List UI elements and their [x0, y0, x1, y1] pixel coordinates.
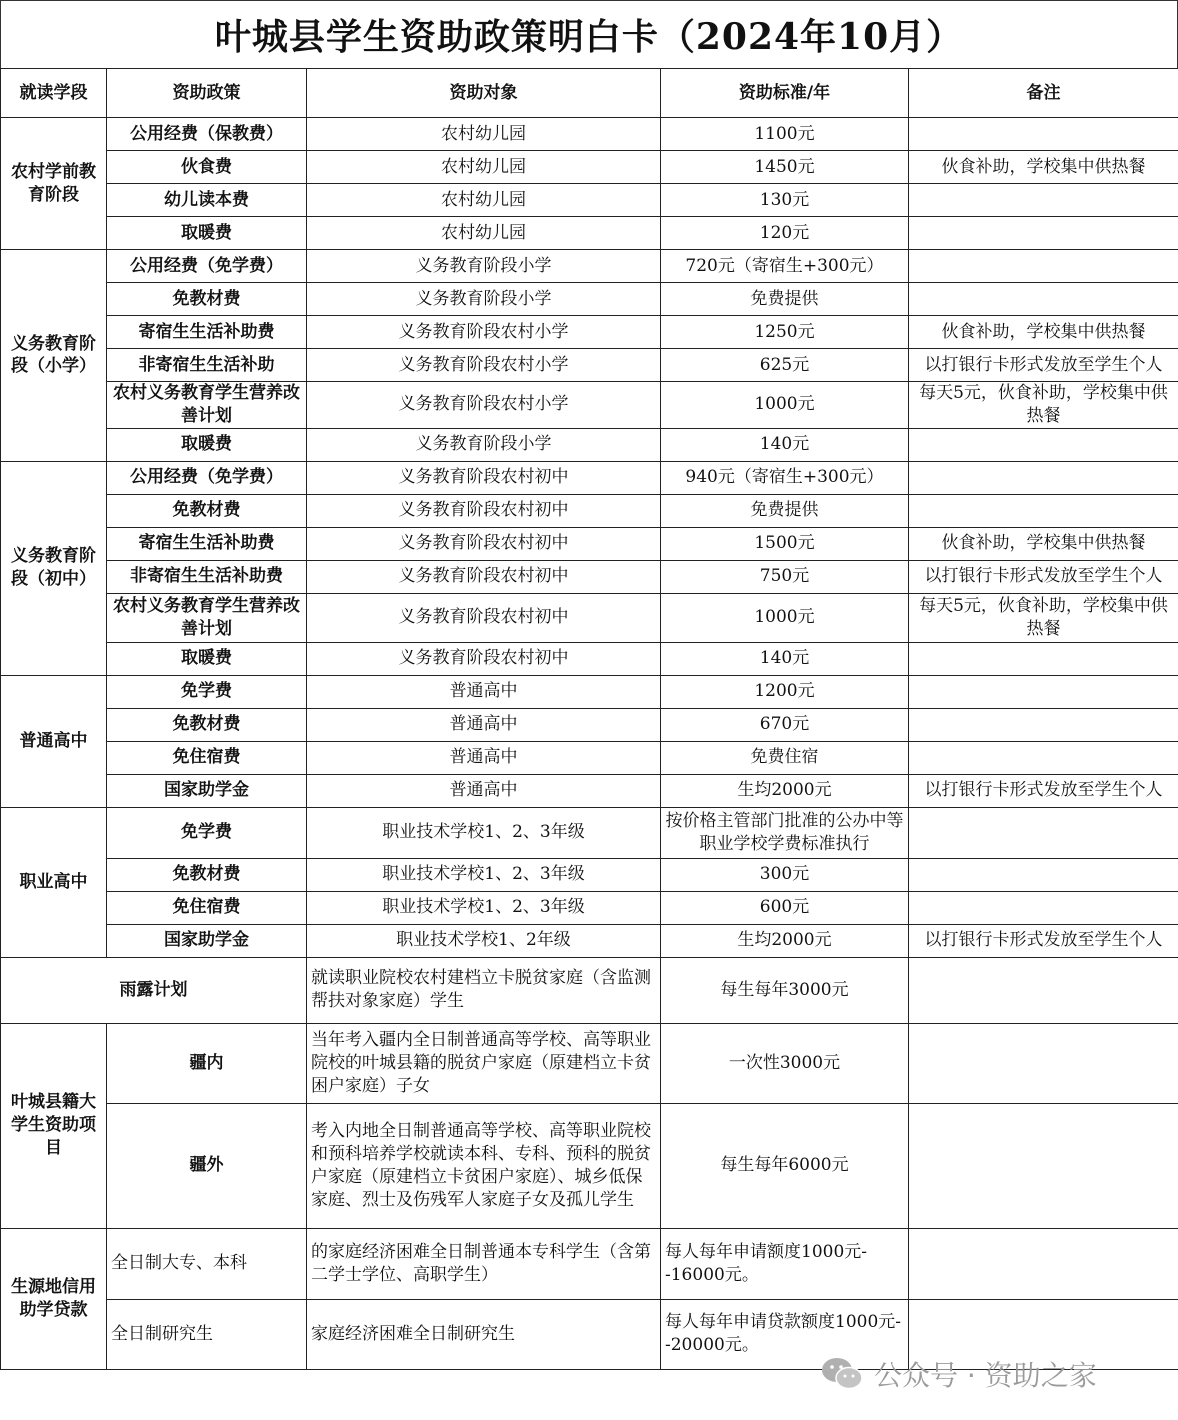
- target-cell: 义务教育阶段农村初中: [307, 642, 661, 675]
- note-cell: [909, 642, 1178, 675]
- target-cell: 的家庭经济困难全日制普通本专科学生（含第二学士学位、高职学生）: [307, 1228, 661, 1299]
- note-cell: [909, 741, 1178, 774]
- table-row: [1, 560, 1178, 593]
- table-row: [1, 428, 1178, 461]
- standard-cell: 生均2000元: [661, 774, 909, 807]
- target-cell: 普通高中: [307, 675, 661, 708]
- table-row: [1, 642, 1178, 675]
- policy-cell: 公用经费（免学费）: [107, 250, 307, 283]
- policy-cell: 寄宿生生活补助费: [107, 527, 307, 560]
- table-row: [1, 461, 1178, 494]
- standard-cell: 1450元: [661, 151, 909, 184]
- note-cell: 以打银行卡形式发放至学生个人: [909, 774, 1178, 807]
- policy-cell: 免教材费: [107, 858, 307, 891]
- policy-cell: 取暖费: [107, 217, 307, 250]
- stage-cell: 农村学前教育阶段: [1, 118, 107, 250]
- target-cell: 义务教育阶段农村初中: [307, 593, 661, 642]
- note-cell: [909, 1103, 1178, 1228]
- note-cell: 伙食补助，学校集中供热餐: [909, 316, 1178, 349]
- standard-cell: 940元（寄宿生+300元）: [661, 461, 909, 494]
- header-target: 资助对象: [307, 69, 661, 118]
- target-cell: 义务教育阶段小学: [307, 428, 661, 461]
- policy-cell: 公用经费（免学费）: [107, 461, 307, 494]
- standard-cell: 1500元: [661, 527, 909, 560]
- standard-cell: 免费提供: [661, 283, 909, 316]
- table-row: [1, 1103, 1178, 1228]
- policy-cell: 非寄宿生生活补助: [107, 349, 307, 382]
- note-cell: 每天5元，伙食补助，学校集中供热餐: [909, 593, 1178, 642]
- note-cell: [909, 807, 1178, 858]
- standard-cell: 130元: [661, 184, 909, 217]
- target-cell: 当年考入疆内全日制普通高等学校、高等职业院校的叶城县籍的脱贫户家庭（原建档立卡贫困户家庭）子女: [307, 1023, 661, 1103]
- policy-cell: 非寄宿生生活补助费: [107, 560, 307, 593]
- table-row: [1, 316, 1178, 349]
- header-note: 备注: [909, 69, 1178, 118]
- policy-cell: 幼儿读本费: [107, 184, 307, 217]
- table-header-row: [1, 69, 1178, 118]
- note-cell: [909, 184, 1178, 217]
- standard-cell: 1000元: [661, 382, 909, 429]
- table-row: [1, 527, 1178, 560]
- standard-cell: 600元: [661, 891, 909, 924]
- standard-cell: 每人每年申请额度1000元--16000元。: [661, 1228, 909, 1299]
- header-standard: 资助标准/年: [661, 69, 909, 118]
- stage-cell: 职业高中: [1, 807, 107, 957]
- table-row: [1, 349, 1178, 382]
- note-cell: [909, 1023, 1178, 1103]
- target-cell: 义务教育阶段农村初中: [307, 527, 661, 560]
- note-cell: [909, 118, 1178, 151]
- table-row: [1, 151, 1178, 184]
- target-cell: 职业技术学校1、2年级: [307, 924, 661, 957]
- table-row: [1, 774, 1178, 807]
- note-cell: 以打银行卡形式发放至学生个人: [909, 349, 1178, 382]
- table-row: [1, 891, 1178, 924]
- standard-cell: 300元: [661, 858, 909, 891]
- target-cell: 农村幼儿园: [307, 184, 661, 217]
- table-row: [1, 957, 1178, 1023]
- target-cell: 职业技术学校1、2、3年级: [307, 807, 661, 858]
- table-row: [1, 924, 1178, 957]
- target-cell: 考入内地全日制普通高等学校、高等职业院校和预科培养学校就读本科、专科、预科的脱贫户家庭（原建档立卡贫困户家庭）、城乡低保家庭、烈士及伤残军人家庭子女及孤儿学生: [307, 1103, 661, 1228]
- stage-cell: 生源地信用助学贷款: [1, 1228, 107, 1369]
- target-cell: 普通高中: [307, 741, 661, 774]
- standard-cell: 120元: [661, 217, 909, 250]
- target-cell: 就读职业院校农村建档立卡脱贫家庭（含监测帮扶对象家庭）学生: [307, 957, 661, 1023]
- standard-cell: 生均2000元: [661, 924, 909, 957]
- policy-cell: 全日制大专、本科: [107, 1228, 307, 1299]
- header-stage: 就读学段: [1, 69, 107, 118]
- note-cell: 伙食补助，学校集中供热餐: [909, 151, 1178, 184]
- note-cell: [909, 250, 1178, 283]
- target-cell: 义务教育阶段农村小学: [307, 382, 661, 429]
- standard-cell: 1100元: [661, 118, 909, 151]
- watermark: [820, 1352, 1097, 1396]
- table-row: [1, 283, 1178, 316]
- table-row: [1, 494, 1178, 527]
- target-cell: 农村幼儿园: [307, 118, 661, 151]
- policy-cell: 取暖费: [107, 428, 307, 461]
- table-row: [1, 1023, 1178, 1103]
- standard-cell: 140元: [661, 428, 909, 461]
- policy-cell: 免教材费: [107, 283, 307, 316]
- note-cell: [909, 858, 1178, 891]
- standard-cell: 1200元: [661, 675, 909, 708]
- note-cell: [909, 957, 1178, 1023]
- target-cell: 农村幼儿园: [307, 151, 661, 184]
- policy-cell: 免教材费: [107, 708, 307, 741]
- watermark-text: 公众号 · 资助之家: [874, 1359, 1097, 1392]
- target-cell: 职业技术学校1、2、3年级: [307, 891, 661, 924]
- note-cell: [909, 1228, 1178, 1299]
- stage-cell: 叶城县籍大学生资助项目: [1, 1023, 107, 1228]
- table-row: [1, 1228, 1178, 1299]
- target-cell: 义务教育阶段农村初中: [307, 560, 661, 593]
- policy-cell: 农村义务教育学生营养改善计划: [107, 593, 307, 642]
- page-title: 叶城县学生资助政策明白卡（2024年10月）: [0, 0, 1178, 68]
- subsidy-policy-table: [0, 68, 1178, 1370]
- standard-cell: 免费提供: [661, 494, 909, 527]
- note-cell: 以打银行卡形式发放至学生个人: [909, 560, 1178, 593]
- target-cell: 义务教育阶段农村小学: [307, 349, 661, 382]
- policy-cell: 免住宿费: [107, 741, 307, 774]
- standard-cell: 720元（寄宿生+300元）: [661, 250, 909, 283]
- table-row: [1, 807, 1178, 858]
- table-row: [1, 858, 1178, 891]
- policy-cell: 疆外: [107, 1103, 307, 1228]
- target-cell: 义务教育阶段农村小学: [307, 316, 661, 349]
- note-cell: [909, 283, 1178, 316]
- policy-cell: 疆内: [107, 1023, 307, 1103]
- target-cell: 农村幼儿园: [307, 217, 661, 250]
- standard-cell: 免费住宿: [661, 741, 909, 774]
- table-row: [1, 250, 1178, 283]
- policy-cell: 雨露计划: [1, 957, 307, 1023]
- table-row: [1, 593, 1178, 642]
- policy-cell: 寄宿生生活补助费: [107, 316, 307, 349]
- policy-cell: 免住宿费: [107, 891, 307, 924]
- standard-cell: 1250元: [661, 316, 909, 349]
- policy-cell: 公用经费（保教费）: [107, 118, 307, 151]
- note-cell: [909, 891, 1178, 924]
- note-cell: 伙食补助，学校集中供热餐: [909, 527, 1178, 560]
- standard-cell: 每生每年3000元: [661, 957, 909, 1023]
- policy-cell: 免学费: [107, 807, 307, 858]
- target-cell: 义务教育阶段小学: [307, 283, 661, 316]
- standard-cell: 一次性3000元: [661, 1023, 909, 1103]
- table-row: [1, 382, 1178, 429]
- standard-cell: 按价格主管部门批准的公办中等职业学校学费标准执行: [661, 807, 909, 858]
- table-row: [1, 184, 1178, 217]
- target-cell: 义务教育阶段农村初中: [307, 461, 661, 494]
- standard-cell: 140元: [661, 642, 909, 675]
- standard-cell: 750元: [661, 560, 909, 593]
- note-cell: 每天5元，伙食补助，学校集中供热餐: [909, 382, 1178, 429]
- note-cell: [909, 494, 1178, 527]
- policy-cell: 免教材费: [107, 494, 307, 527]
- note-cell: [909, 217, 1178, 250]
- table-row: [1, 217, 1178, 250]
- note-cell: [909, 428, 1178, 461]
- policy-cell: 取暖费: [107, 642, 307, 675]
- standard-cell: 670元: [661, 708, 909, 741]
- stage-cell: 普通高中: [1, 675, 107, 807]
- policy-cell: 伙食费: [107, 151, 307, 184]
- target-cell: 职业技术学校1、2、3年级: [307, 858, 661, 891]
- stage-cell: 义务教育阶段（初中）: [1, 461, 107, 675]
- standard-cell: 每人每年申请贷款额度1000元--20000元。: [661, 1299, 909, 1369]
- target-cell: 普通高中: [307, 708, 661, 741]
- policy-cell: 国家助学金: [107, 774, 307, 807]
- table-row: [1, 675, 1178, 708]
- stage-cell: 义务教育阶段（小学）: [1, 250, 107, 462]
- policy-cell: 全日制研究生: [107, 1299, 307, 1369]
- note-cell: [909, 461, 1178, 494]
- standard-cell: 每生每年6000元: [661, 1103, 909, 1228]
- target-cell: 家庭经济困难全日制研究生: [307, 1299, 661, 1369]
- table-row: [1, 118, 1178, 151]
- target-cell: 普通高中: [307, 774, 661, 807]
- target-cell: 义务教育阶段农村初中: [307, 494, 661, 527]
- table-row: [1, 741, 1178, 774]
- note-cell: 以打银行卡形式发放至学生个人: [909, 924, 1178, 957]
- table-row: [1, 708, 1178, 741]
- target-cell: 义务教育阶段小学: [307, 250, 661, 283]
- policy-cell: 免学费: [107, 675, 307, 708]
- note-cell: [909, 675, 1178, 708]
- policy-cell: 国家助学金: [107, 924, 307, 957]
- standard-cell: 625元: [661, 349, 909, 382]
- wechat-icon: [820, 1354, 864, 1394]
- standard-cell: 1000元: [661, 593, 909, 642]
- note-cell: [909, 708, 1178, 741]
- header-policy: 资助政策: [107, 69, 307, 118]
- policy-cell: 农村义务教育学生营养改善计划: [107, 382, 307, 429]
